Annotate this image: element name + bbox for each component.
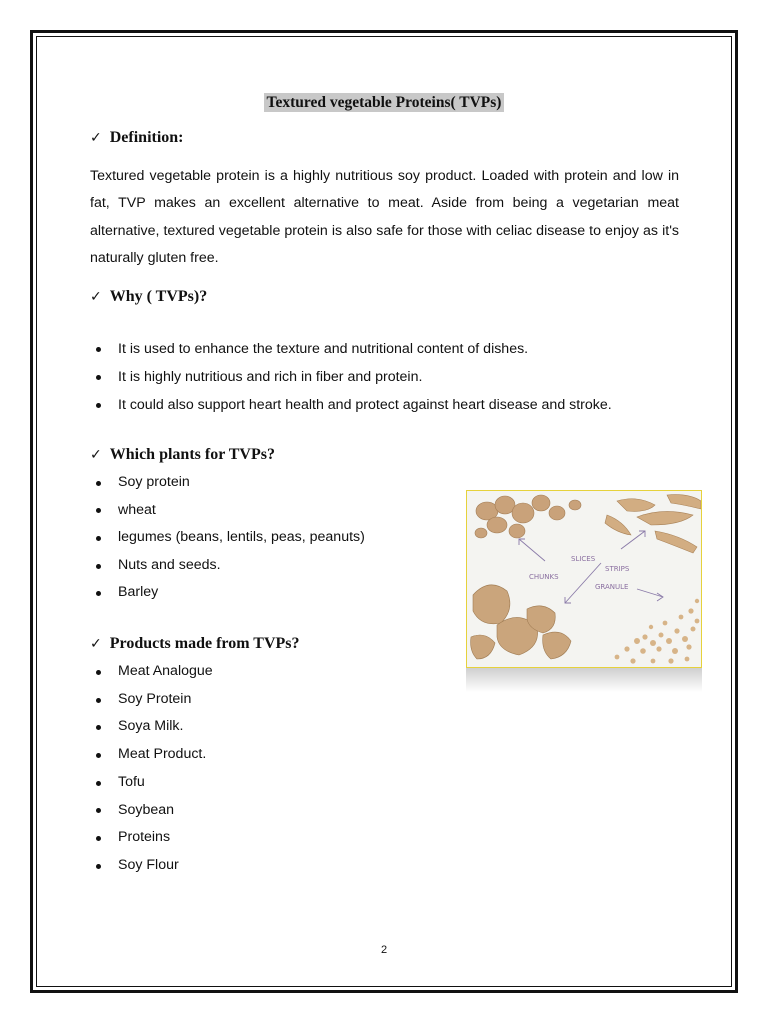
list-item: Soybean	[90, 797, 213, 825]
list-item: Soy Protein	[90, 686, 213, 714]
why-list	[90, 335, 612, 419]
why-heading	[90, 288, 207, 306]
list-item: Soya Milk.	[90, 713, 213, 741]
page-number: 2	[380, 944, 388, 956]
list-item: legumes (beans, lentils, peas, peanuts)	[90, 524, 365, 552]
definition-heading-text: Definition:	[109, 129, 184, 146]
list-item: wheat	[90, 497, 365, 525]
list-item: Nuts and seeds.	[90, 552, 365, 580]
document-title	[0, 94, 768, 112]
tvp-forms-illustration	[467, 491, 701, 667]
photo-shadow	[466, 668, 702, 692]
why-heading-text: Why ( TVPs)?	[109, 288, 208, 305]
list-item: Soy protein	[90, 469, 365, 497]
plants-heading-text: Which plants for TVPs?	[109, 446, 275, 463]
definition-paragraph: Textured vegetable protein is a highly nutritious soy product. Loaded with protein and low in fat, TVP makes an excellent alternative to meat. Aside from being a vegetarian meat alternative, textured vegetable protein is also safe for those with celiac disease to enjoy as it's naturally gluten free.	[90, 168, 679, 266]
check-mark-icon: ✓	[90, 130, 102, 146]
list-item: Barley	[90, 579, 365, 607]
list-item: Meat Product.	[90, 741, 213, 769]
plants-list	[90, 469, 365, 607]
check-mark-icon: ✓	[90, 289, 102, 305]
list-item: It could also support heart health and protect against heart disease and stroke.	[90, 391, 612, 419]
list-item: Soy Flour	[90, 852, 213, 880]
tvp-forms-photo	[466, 490, 702, 668]
products-list	[90, 658, 213, 880]
list-item: Tofu	[90, 769, 213, 797]
check-mark-icon: ✓	[90, 447, 102, 463]
document-title-text: Textured vegetable Proteins( TVPs)	[264, 93, 505, 112]
list-item: Meat Analogue	[90, 658, 213, 686]
products-heading-text: Products made from TVPs?	[109, 635, 300, 652]
products-heading	[90, 635, 300, 653]
list-item: Proteins	[90, 824, 213, 852]
granule-label: GRANULE	[595, 583, 629, 591]
list-item: It is highly nutritious and rich in fiber and protein.	[90, 363, 612, 391]
definition-heading	[90, 129, 184, 147]
slices-label: SLICES	[571, 555, 596, 563]
strips-label: STRIPS	[605, 565, 630, 573]
check-mark-icon: ✓	[90, 636, 102, 652]
chunks-label: CHUNKS	[529, 573, 559, 581]
list-item: It is used to enhance the texture and nutritional content of dishes.	[90, 335, 612, 363]
plants-heading	[90, 446, 275, 464]
